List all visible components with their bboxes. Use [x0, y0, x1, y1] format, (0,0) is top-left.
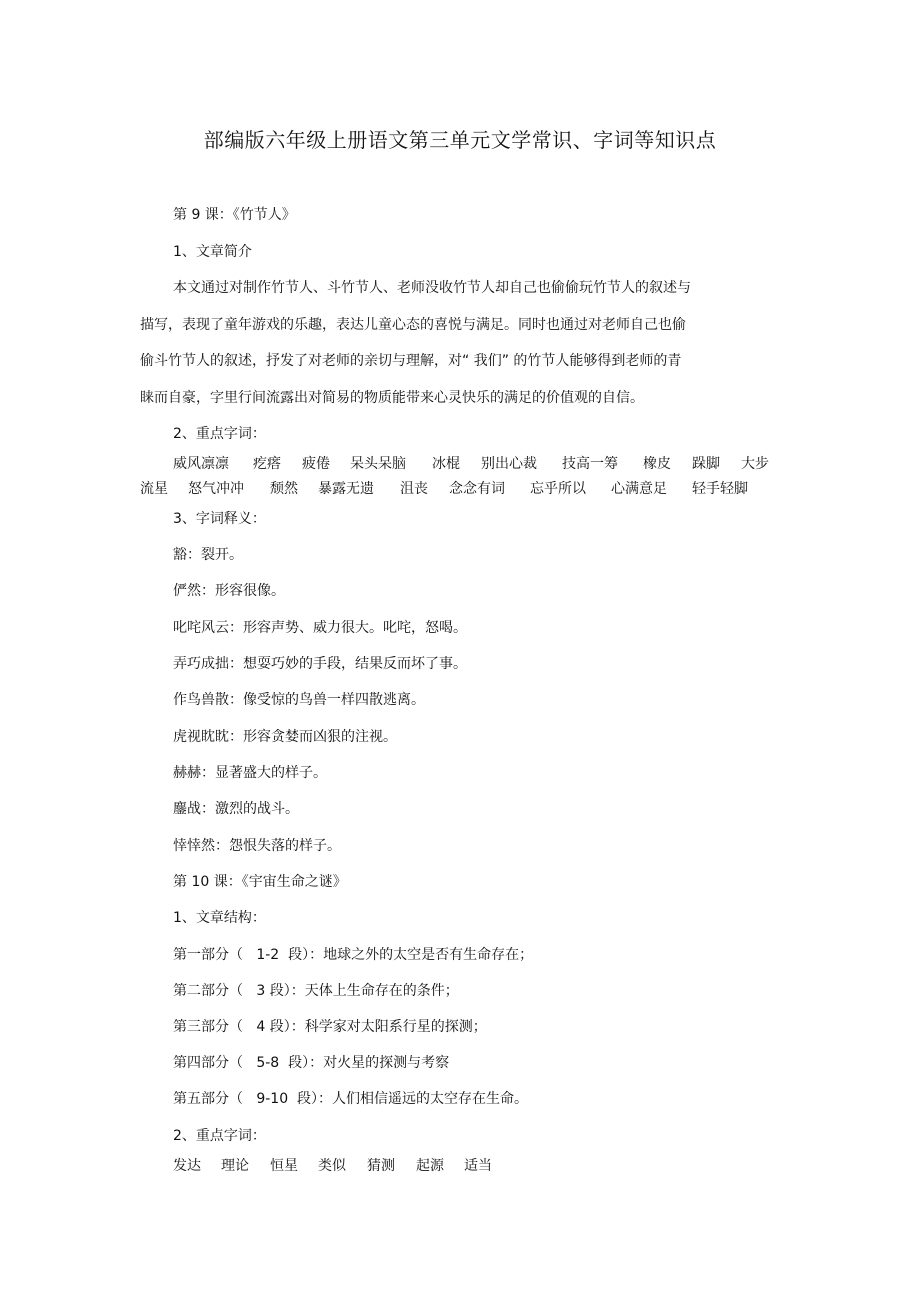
- key-word: 威风凛凛: [173, 456, 229, 472]
- definition: 虎视眈眈：形容贪婪而凶狠的注视。: [173, 729, 397, 745]
- key-word: 起源: [416, 1158, 444, 1174]
- key-word: 适当: [464, 1158, 492, 1174]
- lesson10-words-label: 2、重点字词：: [173, 1128, 266, 1144]
- lesson10-heading: 第 10 课：《宇宙生命之谜》: [173, 874, 347, 890]
- intro-line: 描写，表现了童年游戏的乐趣，表达儿童心态的喜悦与满足。同时也通过对老师自己也偷: [140, 317, 686, 333]
- key-word: 猜测: [367, 1158, 395, 1174]
- key-word: 恒星: [270, 1158, 298, 1174]
- intro-line: 偷斗竹节人的叙述，抒发了对老师的亲切与理解，对“ 我们” 的竹节人能够得到老师的青: [140, 353, 682, 369]
- key-word: 理论: [221, 1158, 249, 1174]
- lesson9-heading: 第 9 课：《竹节人》: [173, 207, 296, 223]
- lesson9-words-label: 2、重点字词：: [173, 426, 266, 442]
- key-word: 流星: [140, 481, 168, 497]
- key-word: 橡皮: [643, 456, 671, 472]
- key-word: 沮丧: [400, 481, 428, 497]
- key-word: 心满意足: [611, 481, 667, 497]
- key-word: 冰棍: [432, 456, 460, 472]
- definition: 俨然：形容很像。: [173, 583, 285, 599]
- definition: 悻悻然：怨恨失落的样子。: [173, 838, 341, 854]
- key-word: 疙瘩: [253, 456, 281, 472]
- key-word: 发达: [173, 1158, 201, 1174]
- lesson9-intro-label: 1、文章简介: [173, 244, 252, 260]
- definition: 作鸟兽散：像受惊的鸟兽一样四散逃离。: [173, 692, 425, 708]
- structure-part: 第五部分（ 9-10 段）：人们相信遥远的太空存在生命。: [173, 1091, 529, 1107]
- key-word: 疲倦: [302, 456, 330, 472]
- structure-part: 第一部分（ 1-2 段）：地球之外的太空是否有生命存在；: [173, 947, 534, 963]
- definition: 赫赫：显著盛大的样子。: [173, 765, 327, 781]
- document-title: 部编版六年级上册语文第三单元文学常识、字词等知识点: [203, 128, 717, 152]
- key-word: 轻手轻脚: [692, 481, 748, 497]
- key-word: 怒气冲冲: [188, 481, 244, 497]
- key-word: 类似: [318, 1158, 346, 1174]
- intro-line: 睐而自豪，字里行间流露出对简易的物质能带来心灵快乐的满足的价值观的自信。: [140, 390, 644, 406]
- key-word: 别出心裁: [481, 456, 537, 472]
- key-word: 大步: [741, 456, 769, 472]
- lesson10-structure-label: 1、文章结构：: [173, 910, 266, 926]
- lesson9-defs-label: 3、字词释义：: [173, 511, 266, 527]
- structure-part: 第三部分（ 4 段）：科学家对太阳系行星的探测；: [173, 1019, 487, 1035]
- definition: 弄巧成拙：想耍巧妙的手段，结果反而坏了事。: [173, 656, 467, 672]
- key-word: 跺脚: [692, 456, 720, 472]
- key-word: 呆头呆脑: [350, 456, 406, 472]
- key-word: 颓然: [270, 481, 298, 497]
- definition: 豁：裂开。: [173, 547, 243, 563]
- structure-part: 第四部分（ 5-8 段）：对火星的探测与考察: [173, 1055, 450, 1071]
- key-word: 念念有词: [449, 481, 505, 497]
- structure-part: 第二部分（ 3 段）：天体上生命存在的条件；: [173, 983, 459, 999]
- intro-line: 本文通过对制作竹节人、斗竹节人、老师没收竹节人却自己也偷偷玩竹节人的叙述与: [173, 280, 691, 296]
- key-word: 忘乎所以: [530, 481, 586, 497]
- key-word: 技高一筹: [562, 456, 618, 472]
- key-word: 暴露无遗: [318, 481, 374, 497]
- definition: 鏖战：激烈的战斗。: [173, 801, 299, 817]
- definition: 叱咤风云：形容声势、威力很大。叱咤，怒喝。: [173, 620, 467, 636]
